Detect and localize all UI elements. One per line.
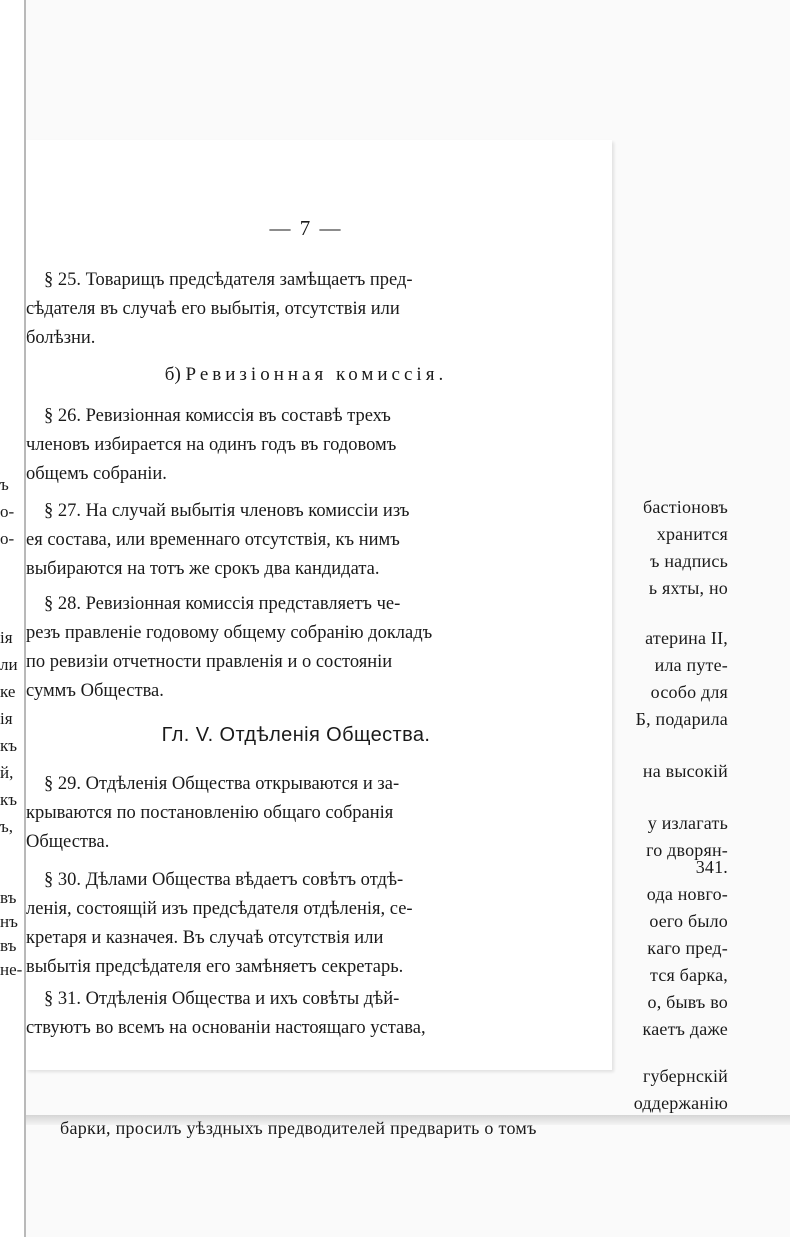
background-text-fragment: къ — [0, 736, 18, 755]
background-text-fragment: каетъ даже — [642, 1019, 728, 1039]
background-text-fragment: на высокій — [642, 761, 728, 781]
background-bottom-line: барки, просилъ уѣздныхъ предводителей предварить о томъ — [60, 1118, 537, 1138]
background-text-fragment: губернскій — [642, 1066, 728, 1086]
text-line: выбытія предсѣдателя его замѣняетъ секретарь. — [26, 957, 404, 977]
text-line: суммъ Общества. — [26, 681, 164, 701]
background-text-fragment: о, бывъ во — [647, 992, 728, 1012]
background-text-fragment: оддержанію — [633, 1093, 728, 1113]
background-text-fragment: въ — [0, 888, 17, 907]
background-text-fragment: о- — [0, 502, 15, 521]
text-line: выбираются на тотъ же срокъ два кандидата. — [26, 559, 380, 579]
page-number: — 7 — — [269, 216, 343, 240]
text-line: общемъ собраніи. — [26, 464, 167, 484]
background-text-fragment: о- — [0, 529, 15, 548]
text-line: § 27. На случай выбытія членовъ комиссіи изъ — [44, 501, 410, 521]
background-text-fragment: бастіоновъ — [643, 497, 728, 517]
text-line: § 30. Дѣлами Общества вѣдаетъ совѣтъ отдѣ- — [44, 870, 404, 890]
text-line: членовъ избирается на одинъ годъ въ годовомъ — [26, 435, 397, 455]
text-line: § 28. Ревизіонная комиссія представляетъ че- — [44, 594, 401, 614]
background-text-fragment: ке — [0, 682, 16, 701]
background-text-fragment: въ — [0, 936, 17, 955]
paragraph-28 — [26, 590, 534, 706]
background-text-fragment: тся барка, — [650, 965, 728, 985]
background-text-fragment: оего было — [649, 911, 728, 931]
background-left-text-column — [0, 0, 24, 1237]
paragraph-27 — [26, 497, 534, 584]
background-text-fragment: ъ надпись — [650, 551, 728, 571]
paragraph-29 — [26, 770, 534, 857]
text-line: § 25. Товарищъ предсѣдателя замѣщаетъ пред- — [44, 270, 413, 290]
background-text-fragment: не- — [0, 960, 23, 979]
text-line: ствуютъ во всемъ на основаніи настоящаго устава, — [26, 1018, 426, 1038]
text-line: ея состава, или временнаго отсутствія, къ нимъ — [26, 530, 400, 550]
text-line: по ревизіи отчетности правленія и о состояніи — [26, 652, 393, 672]
subsection-prefix: б) — [164, 364, 181, 385]
background-text-fragment: ила путе- — [654, 655, 728, 675]
text-line: § 29. Отдѣленія Общества открываются и за- — [44, 774, 400, 794]
text-line: ленія, состоящій изъ предсѣдателя отдѣленія, се- — [26, 899, 413, 919]
background-text-fragment: Б, подарила — [635, 709, 728, 729]
background-text-fragment: ъ, — [0, 817, 14, 836]
background-text-fragment: ли — [0, 655, 18, 674]
text-line: болѣзни. — [26, 328, 96, 348]
background-text-fragment: къ — [0, 790, 18, 809]
background-text-fragment: го дворян- — [646, 840, 728, 860]
paragraph-31 — [26, 985, 534, 1043]
text-line: кретаря и казначея. Въ случаѣ отсутствія или — [26, 928, 384, 948]
subsection-heading — [26, 364, 586, 386]
background-text-fragment: особо для — [650, 682, 728, 702]
background-text-fragment: й, — [0, 763, 14, 782]
background-text-fragment: ь яхты, но — [648, 578, 728, 598]
background-text-fragment: ода новго- — [646, 884, 728, 904]
background-text-fragment: хранится — [656, 524, 728, 544]
text-line: § 31. Отдѣленія Общества и ихъ совѣты дѣй- — [44, 989, 400, 1009]
chapter-heading: Гл. V. Отдѣленія Общества. — [161, 724, 431, 746]
text-line: Общества. — [26, 832, 110, 852]
paragraph-30 — [26, 866, 534, 982]
background-text-fragment: 341. — [695, 857, 728, 877]
text-line: § 26. Ревизіонная комиссія въ составѣ трехъ — [44, 406, 391, 426]
subsection-title: Ревизіонная комиссія. — [185, 364, 448, 385]
background-text-fragment: нъ — [0, 912, 18, 931]
background-text-fragment: у излагать — [647, 813, 728, 833]
paragraph-26 — [26, 402, 534, 489]
background-text-fragment: ія — [0, 628, 13, 647]
background-text-fragment: атерина II, — [645, 628, 728, 648]
text-line: резъ правленіе годовому общему собранію докладъ — [26, 623, 433, 643]
background-text-fragment: кaго пред- — [647, 938, 728, 958]
background-text-fragment: ія — [0, 709, 13, 728]
text-line: крываются по постановленію общаго собранія — [26, 803, 394, 823]
front-page — [26, 140, 612, 1070]
text-line: сѣдателя въ случаѣ его выбытія, отсутствія или — [26, 299, 400, 319]
paragraph-25 — [26, 266, 534, 353]
background-text-fragment: ъ — [0, 475, 9, 494]
